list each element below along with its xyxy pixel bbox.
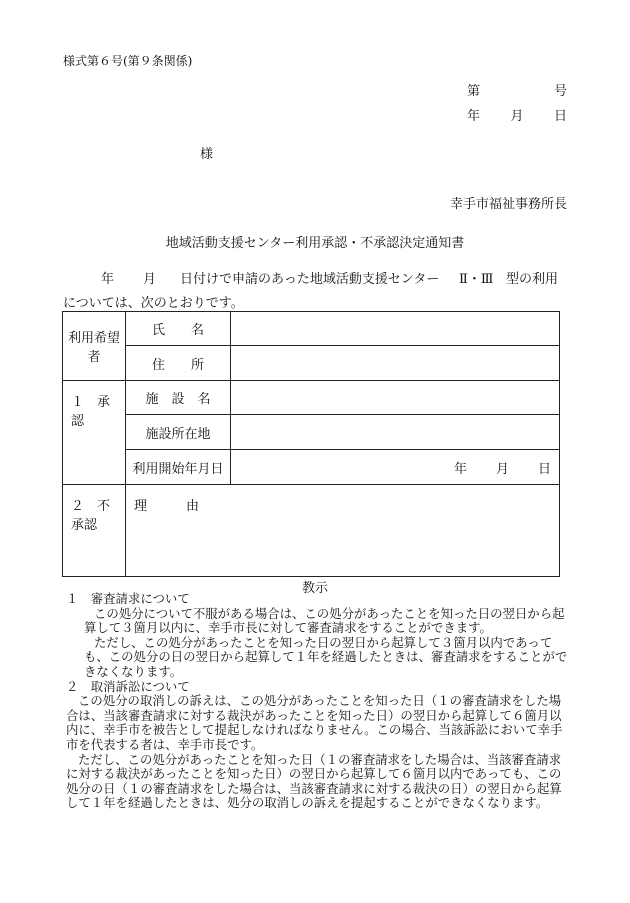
- issue-date: [467, 105, 567, 124]
- intro-month: 月: [143, 272, 157, 287]
- disapproval-label: ２ 不承認: [63, 485, 126, 577]
- instruction-title: 教示: [301, 581, 328, 596]
- start-month: 月: [495, 461, 509, 477]
- start-date-value: [231, 450, 560, 485]
- doc-number-suffix: 号: [553, 84, 567, 99]
- form-number: 様式第６号(第９条関係): [63, 54, 193, 68]
- intro-year: 年: [101, 272, 115, 287]
- facility-name-label: 施 設 名: [126, 381, 231, 415]
- document-number: [467, 80, 567, 99]
- intro-line-2: については、次のとおりです。: [63, 296, 244, 311]
- approval-table: [62, 311, 560, 577]
- start-date-label: 利用開始年月日: [126, 450, 231, 485]
- date-month: 月: [510, 109, 524, 124]
- intro-text: 日付けで申請のあった地域活動支援センター: [180, 272, 440, 287]
- name-label: 氏 名: [126, 312, 231, 346]
- start-day: 日: [537, 461, 551, 477]
- date-day: 日: [553, 109, 567, 124]
- section-1-heading: １ 審査請求について: [66, 591, 190, 606]
- intro-types: Ⅱ・Ⅲ: [459, 272, 494, 287]
- address-value: [231, 346, 560, 381]
- address-label: 住 所: [126, 346, 231, 381]
- facility-name-value: [231, 381, 560, 415]
- facility-location-label: 施設所在地: [126, 415, 231, 450]
- document-title: 地域活動支援センター利用承認・不承認決定通知書: [165, 236, 465, 251]
- section-2-heading: ２ 取消訴訟について: [66, 678, 190, 694]
- section-2-paragraph-1: この処分の取消しの訴えは、この処分があったことを知った日（１の審査請求をした場合は、当該審査請求に対する裁決があったことを知った日）の翌日から起算して６箇月以内に、幸手市を被告として提起しなければなりません。この場合、当該訴訟において幸手市を代表する者は、幸手市長です。: [66, 693, 563, 752]
- intro-text2: 型の利用: [506, 272, 559, 287]
- addressee-suffix: 様: [200, 147, 214, 162]
- start-year: 年: [453, 461, 467, 477]
- section-1-paragraph-2: ただし、この処分があったことを知った日の翌日から起算して３箇月以内であっても、この処分の日の翌日から起算して１年を経過したときは、審査請求をすることができなくなります。: [84, 634, 568, 679]
- sender-name: 幸手市福祉事務所長: [449, 197, 567, 212]
- reason-label: 理 由: [126, 485, 560, 577]
- name-value: [231, 312, 560, 346]
- doc-number-label: 第: [467, 84, 481, 99]
- approval-label: １ 承 認: [63, 381, 126, 485]
- date-year: 年: [467, 109, 481, 124]
- section-2-paragraph-2: ただし、この処分があったことを知った日（１の審査請求をした場合は、当該審査請求に対する裁決があったことを知った日）の翌日から起算して６箇月以内であっても、この処分の日（１の審査請求をした場合は、当該審査請求に対する裁決の日）の翌日から起算して１年を経過したときは、処分の取消しの訴えを提起することができなくなります。: [66, 751, 562, 811]
- facility-location-value: [231, 415, 560, 450]
- instruction-body: [66, 592, 571, 811]
- section-1-paragraph-1: この処分について不服がある場合は、この処分があったことを知った日の翌日から起算して３箇月以内に、幸手市長に対して審査請求をすることができます。: [84, 605, 565, 636]
- applicant-label: 利用希望者: [63, 312, 126, 381]
